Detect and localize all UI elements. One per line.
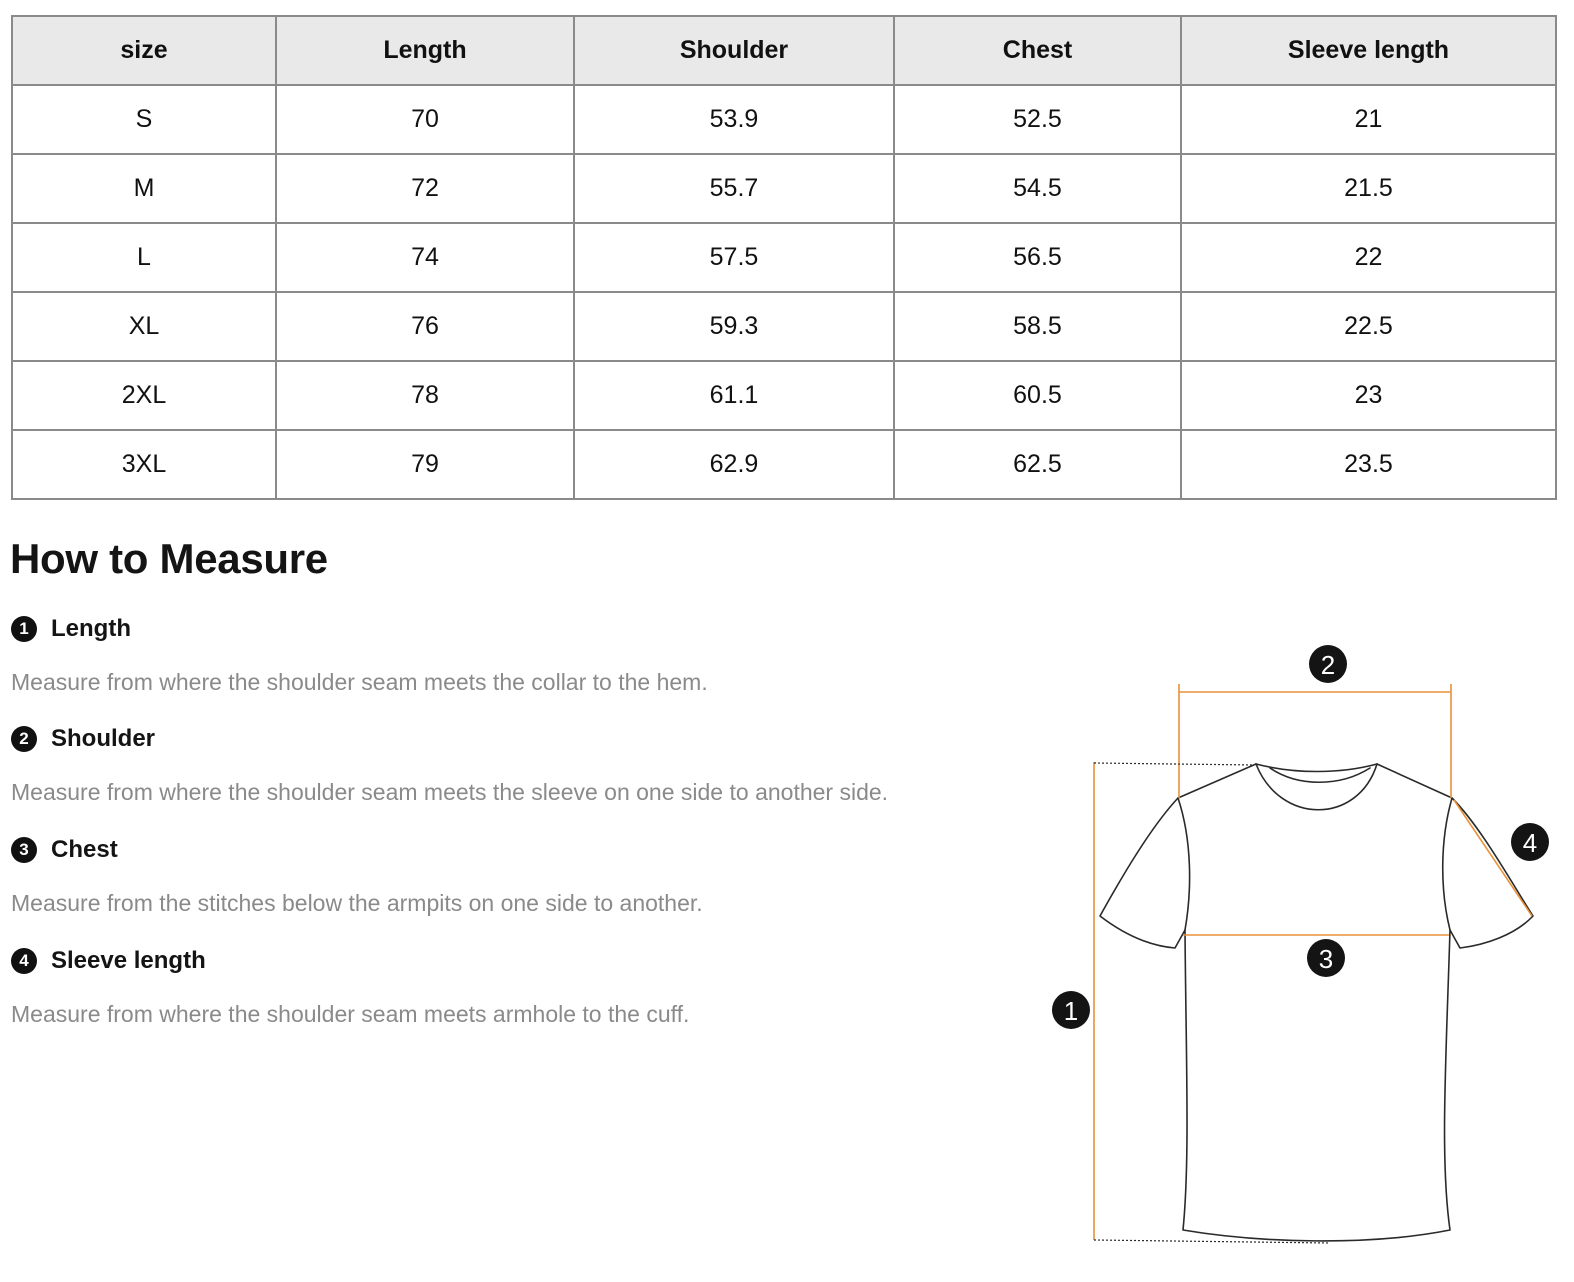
measure-step-length xyxy=(11,613,708,696)
svg-text:3: 3 xyxy=(1318,944,1334,974)
table-cell-shoulder: 61.1 xyxy=(574,361,894,430)
table-cell-chest: 54.5 xyxy=(894,154,1181,223)
step-label: Shoulder xyxy=(51,725,156,752)
step-label: Chest xyxy=(51,836,118,863)
table-cell-sleeve-length: 22 xyxy=(1181,223,1556,292)
table-cell-size: 3XL xyxy=(12,430,276,499)
table-cell-size: XL xyxy=(12,292,276,361)
table-cell-shoulder: 53.9 xyxy=(574,85,894,154)
tshirt-outline xyxy=(1100,764,1533,1241)
table-cell-shoulder: 57.5 xyxy=(574,223,894,292)
how-to-measure-title: How to Measure xyxy=(10,535,328,582)
table-cell-length: 79 xyxy=(276,430,574,499)
table-cell-chest: 58.5 xyxy=(894,292,1181,361)
table-cell-size: M xyxy=(12,154,276,223)
table-cell-length: 78 xyxy=(276,361,574,430)
table-cell-sleeve-length: 23.5 xyxy=(1181,430,1556,499)
marker-sleeve-length xyxy=(1511,823,1549,861)
step-description: Measure from where the shoulder seam meets the sleeve on one side to another side. xyxy=(11,779,889,805)
table-cell-shoulder: 55.7 xyxy=(574,154,894,223)
step-description: Measure from the stitches below the armpits on one side to another. xyxy=(11,890,703,916)
step-label: Sleeve length xyxy=(51,947,206,974)
measure-step-sleeve-length xyxy=(11,945,689,1028)
step-label: Length xyxy=(51,615,131,642)
measure-step-chest xyxy=(11,834,703,917)
table-cell-chest: 62.5 xyxy=(894,430,1181,499)
step-heading xyxy=(11,945,689,977)
table-row xyxy=(12,430,1556,499)
table-cell-chest: 60.5 xyxy=(894,361,1181,430)
table-cell-shoulder: 62.9 xyxy=(574,430,894,499)
step-description: Measure from where the shoulder seam meets armhole to the cuff. xyxy=(11,1001,690,1027)
column-header-shoulder: Shoulder xyxy=(574,16,894,85)
table-cell-size: 2XL xyxy=(12,361,276,430)
step-description: Measure from where the shoulder seam meets the collar to the hem. xyxy=(11,669,708,695)
table-cell-sleeve-length: 23 xyxy=(1181,361,1556,430)
tshirt-measurement-diagram xyxy=(1040,640,1560,1260)
table-cell-chest: 52.5 xyxy=(894,85,1181,154)
table-cell-sleeve-length: 21 xyxy=(1181,85,1556,154)
table-header-row xyxy=(12,16,1556,85)
table-cell-sleeve-length: 22.5 xyxy=(1181,292,1556,361)
table-row xyxy=(12,154,1556,223)
measure-step-shoulder xyxy=(11,723,888,806)
table-cell-length: 74 xyxy=(276,223,574,292)
svg-text:4: 4 xyxy=(1522,828,1538,858)
column-header-sleeve-length: Sleeve length xyxy=(1181,16,1556,85)
size-chart-table xyxy=(11,15,1557,500)
marker-length xyxy=(1052,991,1090,1029)
table-row xyxy=(12,292,1556,361)
table-cell-sleeve-length: 21.5 xyxy=(1181,154,1556,223)
column-header-size: size xyxy=(12,16,276,85)
svg-text:1: 1 xyxy=(1063,996,1079,1026)
table-row xyxy=(12,223,1556,292)
table-cell-chest: 56.5 xyxy=(894,223,1181,292)
column-header-chest: Chest xyxy=(894,16,1181,85)
table-cell-size: S xyxy=(12,85,276,154)
svg-text:2: 2 xyxy=(1320,650,1336,680)
length-guide-dots xyxy=(1094,763,1330,1243)
table-cell-length: 72 xyxy=(276,154,574,223)
step-number-badge: 2 xyxy=(11,726,37,752)
step-number-badge: 3 xyxy=(11,837,37,863)
column-header-length: Length xyxy=(276,16,574,85)
table-row xyxy=(12,361,1556,430)
table-cell-length: 70 xyxy=(276,85,574,154)
step-heading xyxy=(11,613,708,645)
step-number-badge: 4 xyxy=(11,948,37,974)
step-heading xyxy=(11,723,888,755)
table-cell-length: 76 xyxy=(276,292,574,361)
step-heading xyxy=(11,834,703,866)
step-number-badge: 1 xyxy=(11,616,37,642)
table-cell-shoulder: 59.3 xyxy=(574,292,894,361)
table-cell-size: L xyxy=(12,223,276,292)
marker-shoulder xyxy=(1309,645,1347,683)
marker-chest xyxy=(1307,939,1345,977)
table-row xyxy=(12,85,1556,154)
